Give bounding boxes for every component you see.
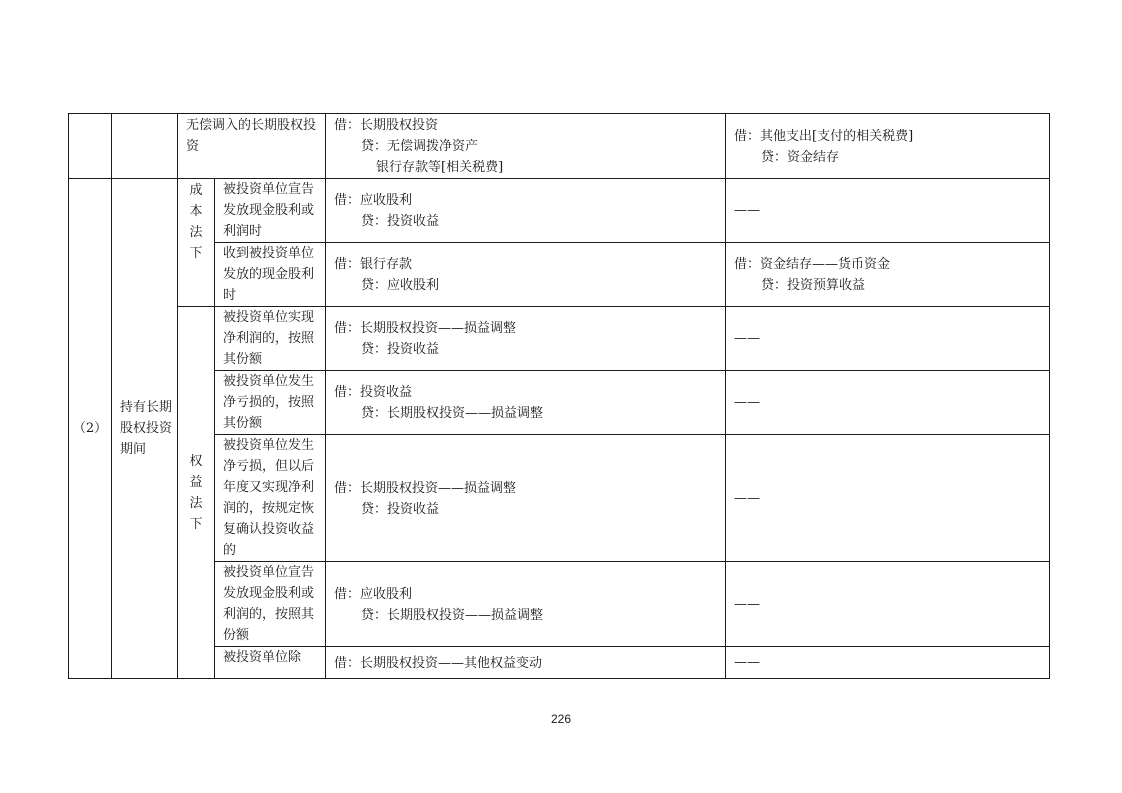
financial-entry-cell — [326, 307, 726, 371]
financial-entry-cell — [326, 647, 726, 679]
table-row — [69, 114, 1050, 179]
budget-entry-cell: —— — [726, 435, 1050, 562]
financial-entry-cell — [326, 243, 726, 307]
budget-entry-cell: —— — [726, 562, 1050, 647]
method-label-char: 下 — [189, 246, 203, 261]
row-group-label: （2） — [69, 179, 112, 679]
condition-cell: 被投资单位发生净亏损的，按照其份额 — [215, 371, 326, 435]
financial-entry-cell — [326, 562, 726, 647]
section-label: 持有长期股权投资期间 — [112, 179, 178, 679]
method-label-char: 益 — [189, 474, 203, 490]
table-row — [69, 307, 1050, 371]
debit-line: 借：长期股权投资 — [334, 118, 439, 133]
credit-line: 贷：投资收益 — [361, 501, 440, 517]
financial-entry-cell — [326, 371, 726, 435]
method-label-char: 法 — [189, 495, 203, 511]
condition-cell — [178, 114, 326, 179]
debit-line: 借：银行存款 — [334, 257, 413, 272]
empty-cell — [112, 114, 178, 179]
table-row — [69, 243, 1050, 307]
method-label-char: 下 — [189, 516, 203, 532]
credit-line: 贷：应收股利 — [361, 278, 440, 293]
debit-line: 借：长期股权投资——损益调整 — [334, 321, 517, 336]
credit-line: 贷：长期股权投资——损益调整 — [361, 406, 544, 421]
budget-entry-cell: —— — [726, 307, 1050, 371]
credit-line: 贷：投资收益 — [361, 214, 440, 229]
method-label-char: 本 — [189, 204, 203, 219]
cost-method-label — [178, 179, 215, 307]
budget-entry-cell: —— — [726, 371, 1050, 435]
credit-line: 银行存款等[相关税费] — [376, 160, 504, 175]
financial-entry-cell — [326, 114, 726, 179]
credit-line: 贷：无偿调拨净资产 — [361, 139, 479, 154]
budget-entry-cell: —— — [726, 647, 1050, 679]
table-row — [69, 371, 1050, 435]
condition-cell: 被投资单位发生净亏损，但以后年度又实现净利润的，按规定恢复确认投资收益的 — [215, 435, 326, 562]
financial-entry-cell — [326, 179, 726, 243]
budget-entry-cell — [726, 114, 1050, 179]
credit-line: 贷：资金结存 — [761, 149, 840, 165]
condition-cell: 被投资单位除 — [215, 647, 326, 679]
empty-cell — [69, 114, 112, 179]
table-row — [69, 435, 1050, 562]
debit-line: 借：其他支出[支付的相关税费] — [734, 128, 914, 144]
condition-cell: 被投资单位实现净利润的，按照其份额 — [215, 307, 326, 371]
budget-entry-cell — [726, 243, 1050, 307]
debit-line: 借：资金结存——货币资金 — [734, 257, 891, 272]
credit-line: 贷：投资收益 — [361, 342, 440, 357]
debit-line: 借：投资收益 — [334, 385, 413, 400]
budget-entry-cell: —— — [726, 179, 1050, 243]
financial-entry-cell — [326, 435, 726, 562]
method-label-char: 法 — [189, 225, 203, 240]
debit-line: 借：长期股权投资——损益调整 — [334, 480, 517, 496]
debit-line: 借：长期股权投资——其他权益变动 — [334, 655, 543, 671]
table-row — [69, 179, 1050, 243]
method-label-char: 权 — [189, 453, 203, 469]
credit-line: 贷：投资预算收益 — [761, 278, 866, 293]
condition-cell: 被投资单位宣告发放现金股利或利润时 — [215, 179, 326, 243]
accounting-entries-table — [68, 113, 1050, 679]
debit-line: 借：应收股利 — [334, 586, 413, 602]
table-row — [69, 562, 1050, 647]
equity-method-label — [178, 307, 215, 679]
condition-cell: 收到被投资单位发放的现金股利时 — [215, 243, 326, 307]
debit-line: 借：应收股利 — [334, 193, 413, 208]
page-number: 226 — [550, 712, 572, 726]
method-label-char: 成 — [189, 183, 203, 198]
credit-line: 贷：长期股权投资——损益调整 — [361, 607, 544, 623]
table-row — [69, 647, 1050, 679]
condition-text: 无偿调入的长期股权投资 — [186, 118, 317, 154]
condition-cell: 被投资单位宣告发放现金股利或利润的，按照其份额 — [215, 562, 326, 647]
